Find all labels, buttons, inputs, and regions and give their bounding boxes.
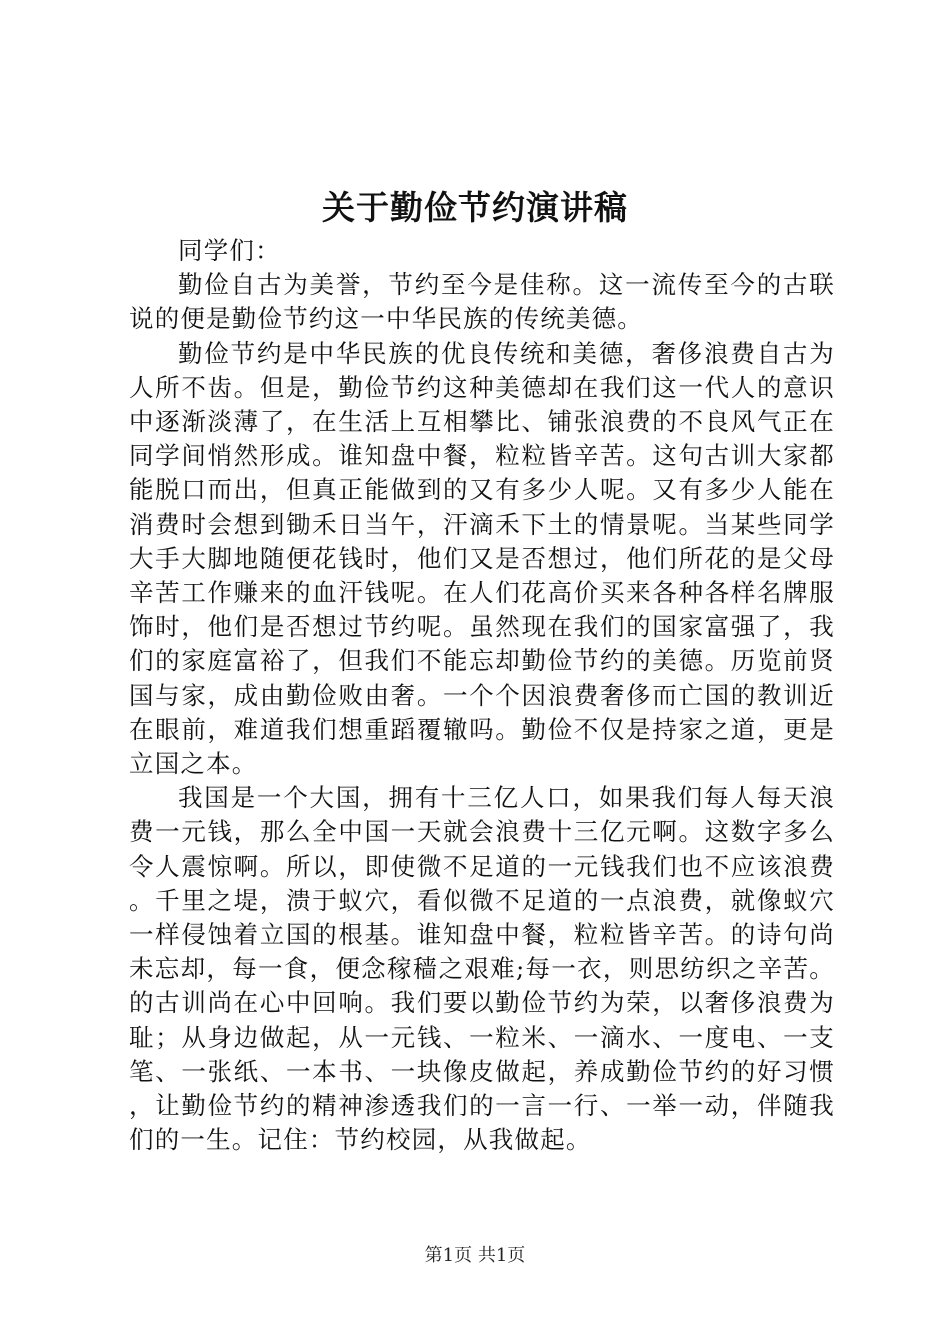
paragraph-3: 我国是一个大国，拥有十三亿人口，如果我们每人每天浪费一元钱，那么全中国一天就会浪费十三亿元啊。这数字多么令人震惊啊。所以，即使微不足道的一元钱我们也不应该浪费。千里之堤，溃于蚁穴，看似微不足道的一点浪费，就像蚁穴一样侵蚀着立国的根基。谁知盘中餐，粒粒皆辛苦。的诗句尚未忘却，每一食，便念稼穑之艰难;每一衣，则思纺织之辛苦。的古训尚在心中回响。我们要以勤俭节约为荣，以奢侈浪费为耻；从身边做起，从一元钱、一粒米、一滴水、一度电、一支笔、一张纸、一本书、一块像皮做起，养成勤俭节约的好习惯，让勤俭节约的精神渗透我们的一言一行、一举一动，伴随我们的一生。记住：节约校园，从我做起。 [129,783,835,1155]
salutation: 同学们： [178,236,281,265]
document-body [129,234,835,1157]
document-title: 关于勤俭节约演讲稿 [322,188,628,227]
paragraph-2: 勤俭节约是中华民族的优良传统和美德，奢侈浪费自古为人所不齿。但是，勤俭节约这种美德却在我们这一代人的意识中逐渐淡薄了，在生活上互相攀比、铺张浪费的不良风气正在同学间悄然形成。谁知盘中餐，粒粒皆辛苦。这句古训大家都能脱口而出，但真正能做到的又有多少人呢。又有多少人能在消费时会想到锄禾日当午，汗滴禾下土的情景呢。当某些同学大手大脚地随便花钱时，他们又是否想过，他们所花的是父母辛苦工作赚来的血汗钱呢。在人们花高价买来各种各样名牌服饰时，他们是否想过节约呢。虽然现在我们的国家富强了，我们的家庭富裕了，但我们不能忘却勤俭节约的美德。历览前贤国与家，成由勤俭败由奢。一个个因浪费奢侈而亡国的教训近在眼前，难道我们想重蹈覆辙吗。勤俭不仅是持家之道，更是立国之本。 [129,338,835,779]
paragraph-1: 勤俭自古为美誉，节约至今是佳称。这一流传至今的古联说的便是勤俭节约这一中华民族的传统美德。 [129,270,835,334]
page-number-footer: 第1页 共1页 [424,1245,526,1266]
